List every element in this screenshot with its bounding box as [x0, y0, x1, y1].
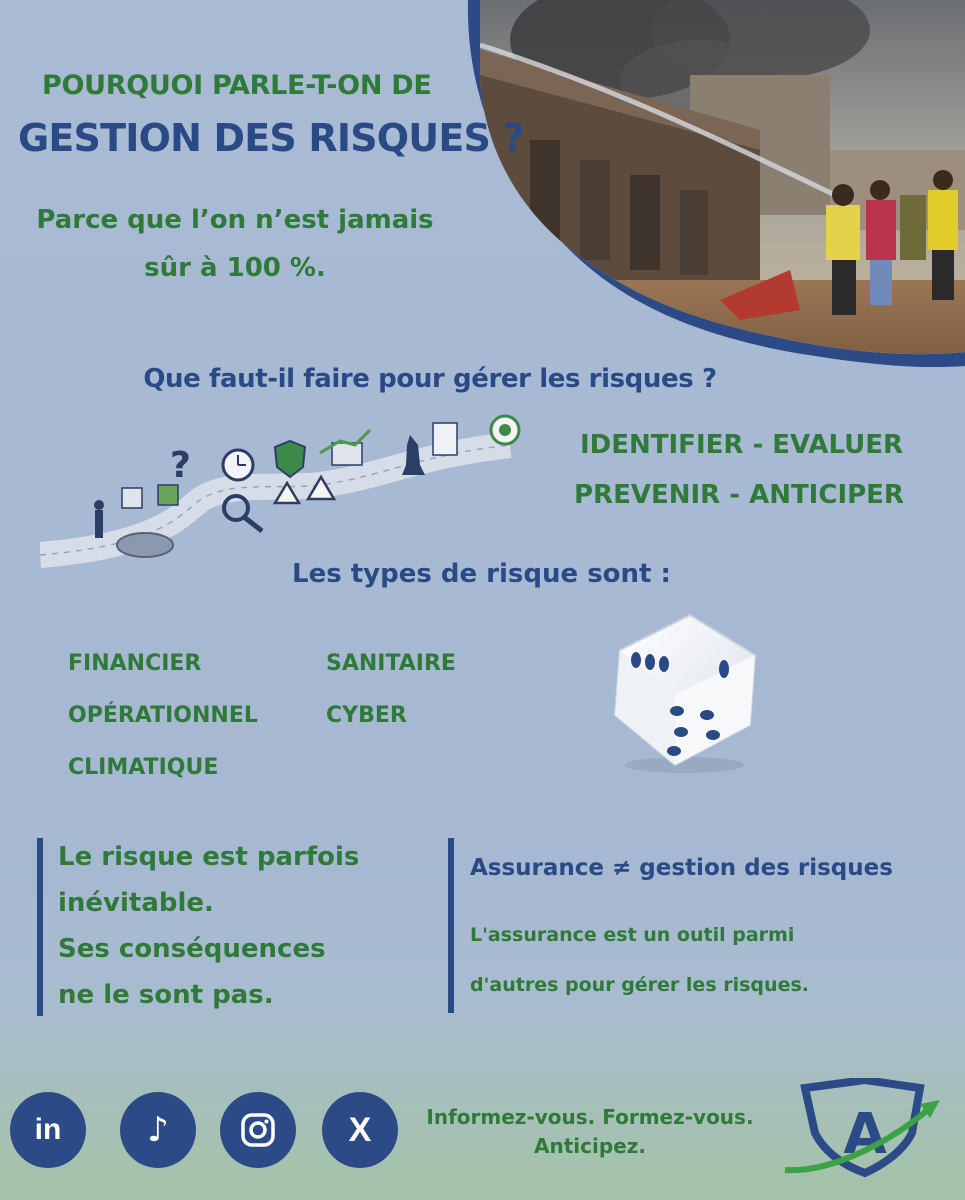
tiktok-icon[interactable] [120, 1092, 196, 1168]
types-heading: Les types de risque sont : [292, 559, 671, 589]
x-icon[interactable] [322, 1092, 398, 1168]
question-heading: Que faut-il faire pour gérer les risques ? [143, 364, 717, 394]
insurance-line: d'autres pour gérer les risques. [470, 974, 809, 996]
actions-line2: PREVENIR - ANTICIPER [574, 480, 904, 510]
risk-type-item: CLIMATIQUE [68, 755, 219, 780]
actions-line1: IDENTIFIER - EVALUER [580, 430, 904, 460]
intro-text [0, 196, 470, 292]
svg-text:?: ? [170, 445, 191, 486]
risk-type-item: CYBER [326, 703, 407, 728]
footer-slogan [405, 1103, 775, 1161]
fire-market-photo [0, 0, 965, 380]
quote-line: ne le sont pas. [58, 980, 274, 1010]
header-line1: POURQUOI PARLE-T-ON DE [42, 70, 432, 101]
quote-line: Le risque est parfois [58, 842, 360, 872]
dice-icon [600, 605, 770, 780]
intro-line1: Parce que l’on n’est jamais [36, 205, 434, 235]
slogan-line2: Anticipez. [534, 1134, 646, 1158]
risk-type-item: FINANCIER [68, 651, 202, 676]
brand-logo [780, 1078, 945, 1178]
insurance-text [470, 910, 809, 1010]
types-column-1 [68, 638, 258, 794]
linkedin-icon[interactable] [10, 1092, 86, 1168]
instagram-icon[interactable] [220, 1092, 296, 1168]
types-column-2 [326, 638, 456, 742]
slogan-line1: Informez-vous. Formez-vous. [426, 1105, 754, 1129]
risk-roadmap-illustration [40, 405, 540, 575]
risk-type-item: SANITAIRE [326, 651, 456, 676]
insurance-title: Assurance ≠ gestion des risques [470, 855, 893, 881]
quote-line: Ses conséquences [58, 934, 326, 964]
intro-line2: sûr à 100 %. [144, 253, 326, 283]
logo-letter: A [843, 1102, 887, 1167]
instagram-glyph [240, 1112, 276, 1148]
quote-left-bar [37, 838, 43, 1016]
page-title: GESTION DES RISQUES ? [18, 116, 524, 160]
quote-left [58, 834, 359, 1018]
quote-right-bar [448, 838, 454, 1013]
risk-type-item: OPÉRATIONNEL [68, 703, 258, 728]
tiktok-icon-label: ♪ [147, 1110, 169, 1150]
quote-line: inévitable. [58, 888, 214, 918]
insurance-line: L'assurance est un outil parmi [470, 924, 795, 946]
linkedin-icon-label: in [34, 1113, 62, 1146]
x-icon-label: X [348, 1110, 372, 1149]
